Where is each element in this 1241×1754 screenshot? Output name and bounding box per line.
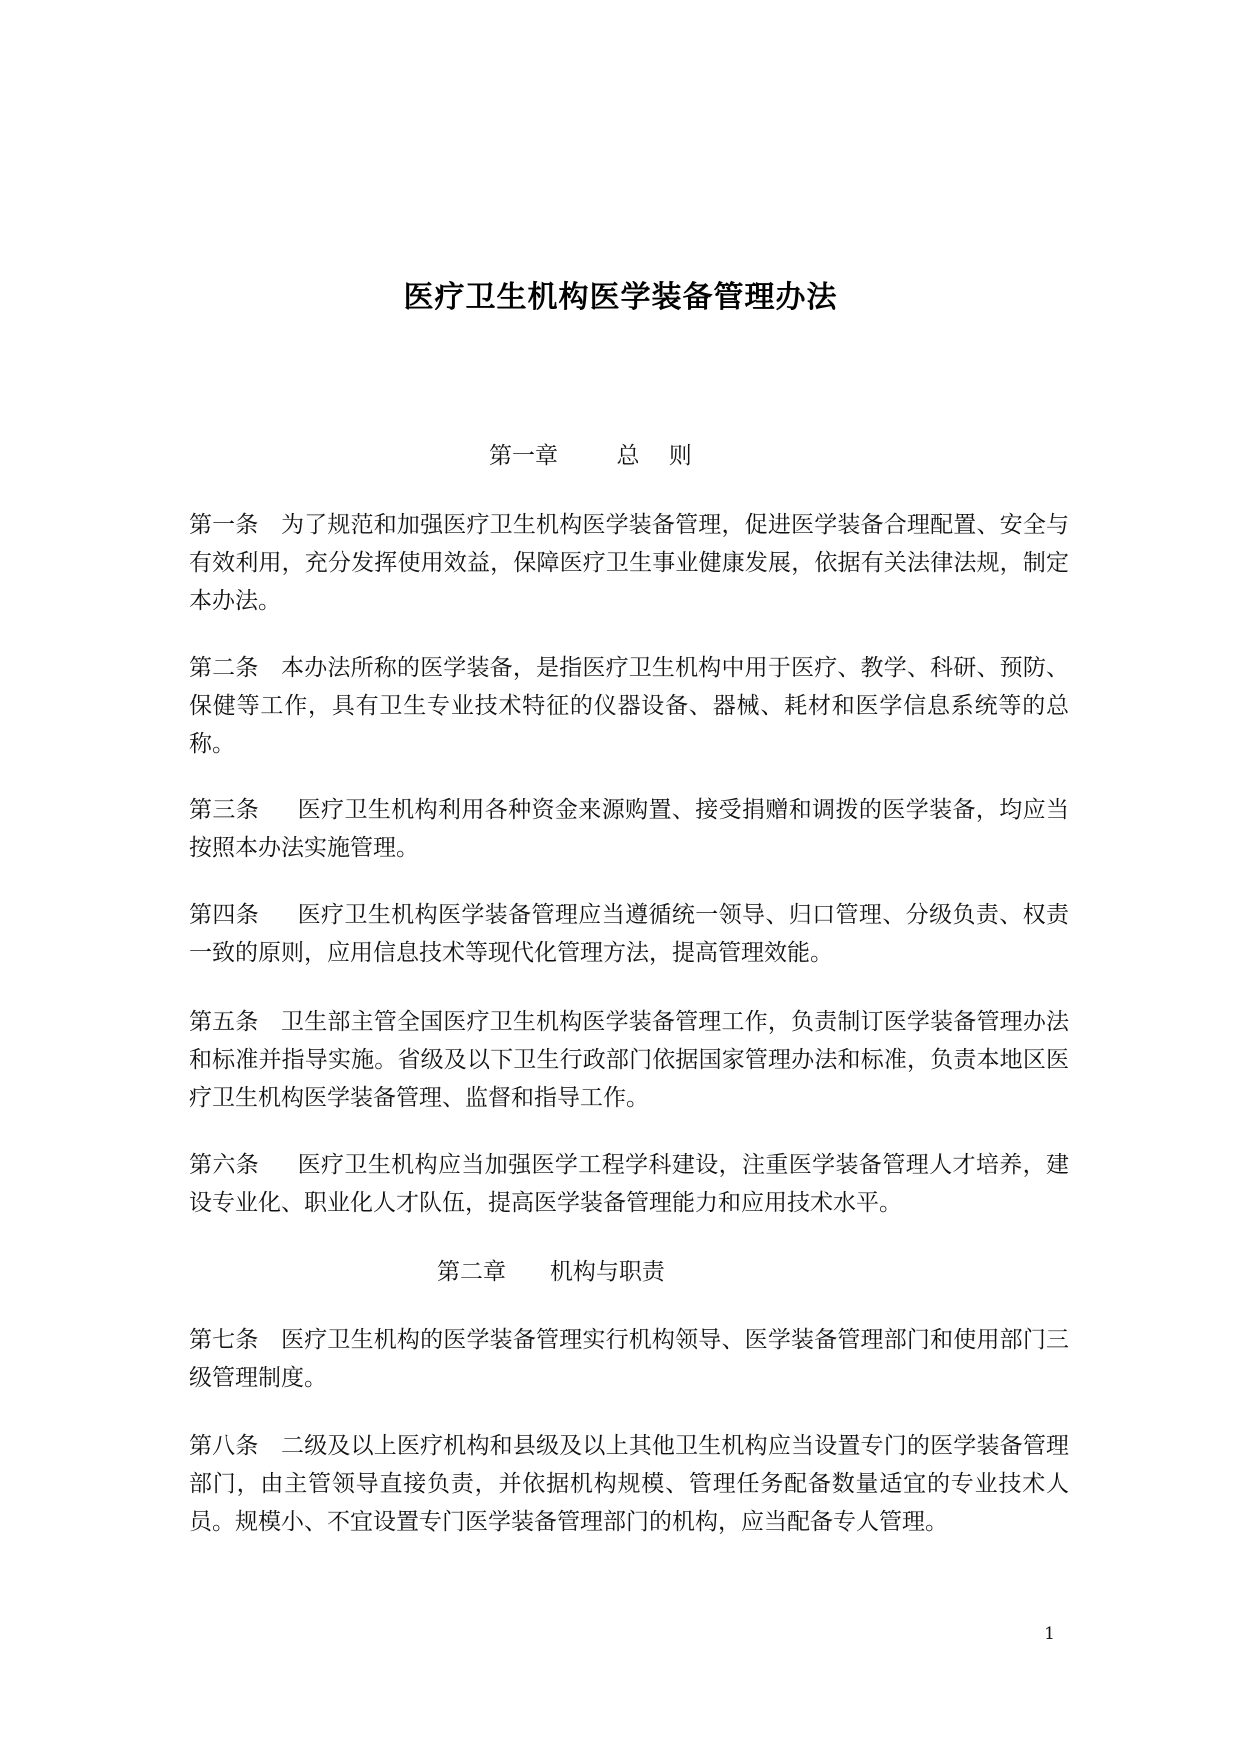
page-number: 1: [1044, 1624, 1055, 1644]
chapter-heading-1: [0, 437, 1241, 515]
article-4-gap: [259, 902, 298, 928]
article-7-gap: [259, 1327, 281, 1353]
article-6: [189, 1146, 1069, 1222]
article-4: [189, 896, 1069, 972]
article-6-gap: [259, 1152, 298, 1178]
article-2-text: 本办法所称的医学装备，是指医疗卫生机构中用于医疗、教学、科研、预防、保健等工作，具有卫生专业技术特征的仪器设备、器械、耗材和医学信息系统等的总称。: [189, 655, 1070, 757]
chapter-1-name: 总 则: [616, 443, 692, 469]
article-1: [189, 506, 1069, 620]
article-2-gap: [259, 655, 281, 681]
chapter-heading-2: [0, 1253, 1241, 1331]
chapter-2-gap: [506, 1259, 550, 1285]
chapter-1-gap: [558, 443, 617, 469]
chapter-1-label: 第一章: [489, 443, 558, 469]
chapter-heading-1-text: [489, 437, 692, 470]
article-3-text: 医疗卫生机构利用各种资金来源购置、接受捐赠和调拨的医学装备，均应当按照本办法实施管理。: [189, 797, 1070, 861]
chapter-heading-2-text: [437, 1253, 665, 1286]
article-8-gap: [259, 1433, 281, 1459]
article-5-gap: [259, 1009, 281, 1035]
article-7-label: 第七条: [189, 1327, 259, 1353]
article-3-label: 第三条: [189, 797, 260, 823]
chapter-2-name: 机构与职责: [549, 1259, 665, 1285]
article-7-text: 医疗卫生机构的医学装备管理实行机构领导、医学装备管理部门和使用部门三级管理制度。: [189, 1327, 1070, 1391]
article-3: [189, 791, 1069, 867]
chapter-2-label: 第二章: [437, 1259, 506, 1285]
article-1-text: 为了规范和加强医疗卫生机构医学装备管理，促进医学装备合理配置、安全与有效利用，充分发挥使用效益，保障医疗卫生事业健康发展，依据有关法律法规，制定本办法。: [189, 512, 1070, 614]
article-6-text: 医疗卫生机构应当加强医学工程学科建设，注重医学装备管理人才培养，建设专业化、职业化人才队伍，提高医学装备管理能力和应用技术水平。: [189, 1152, 1070, 1216]
article-1-gap: [259, 512, 281, 538]
article-5: [189, 1003, 1069, 1117]
article-4-label: 第四条: [189, 902, 260, 928]
article-7: [189, 1321, 1069, 1397]
article-8-label: 第八条: [189, 1433, 259, 1459]
article-2: [189, 649, 1069, 763]
article-2-label: 第二条: [189, 655, 259, 681]
article-5-label: 第五条: [189, 1009, 259, 1035]
article-5-text: 卫生部主管全国医疗卫生机构医学装备管理工作，负责制订医学装备管理办法和标准并指导实施。省级及以下卫生行政部门依据国家管理办法和标准，负责本地区医疗卫生机构医学装备管理、监督和指导工作。: [189, 1009, 1070, 1111]
article-1-label: 第一条: [189, 512, 259, 538]
document-title: 医疗卫生机构医学装备管理办法: [403, 280, 838, 315]
article-3-gap: [259, 797, 298, 823]
article-8: [189, 1427, 1069, 1541]
article-6-label: 第六条: [189, 1152, 260, 1178]
article-4-text: 医疗卫生机构医学装备管理应当遵循统一领导、归口管理、分级负责、权责一致的原则，应用信息技术等现代化管理方法，提高管理效能。: [189, 902, 1070, 966]
article-8-text: 二级及以上医疗机构和县级及以上其他卫生机构应当设置专门的医学装备管理部门，由主管领导直接负责，并依据机构规模、管理任务配备数量适宜的专业技术人员。规模小、不宜设置专门医学装备管理部门的机构，应当配备专人管理。: [189, 1433, 1070, 1535]
